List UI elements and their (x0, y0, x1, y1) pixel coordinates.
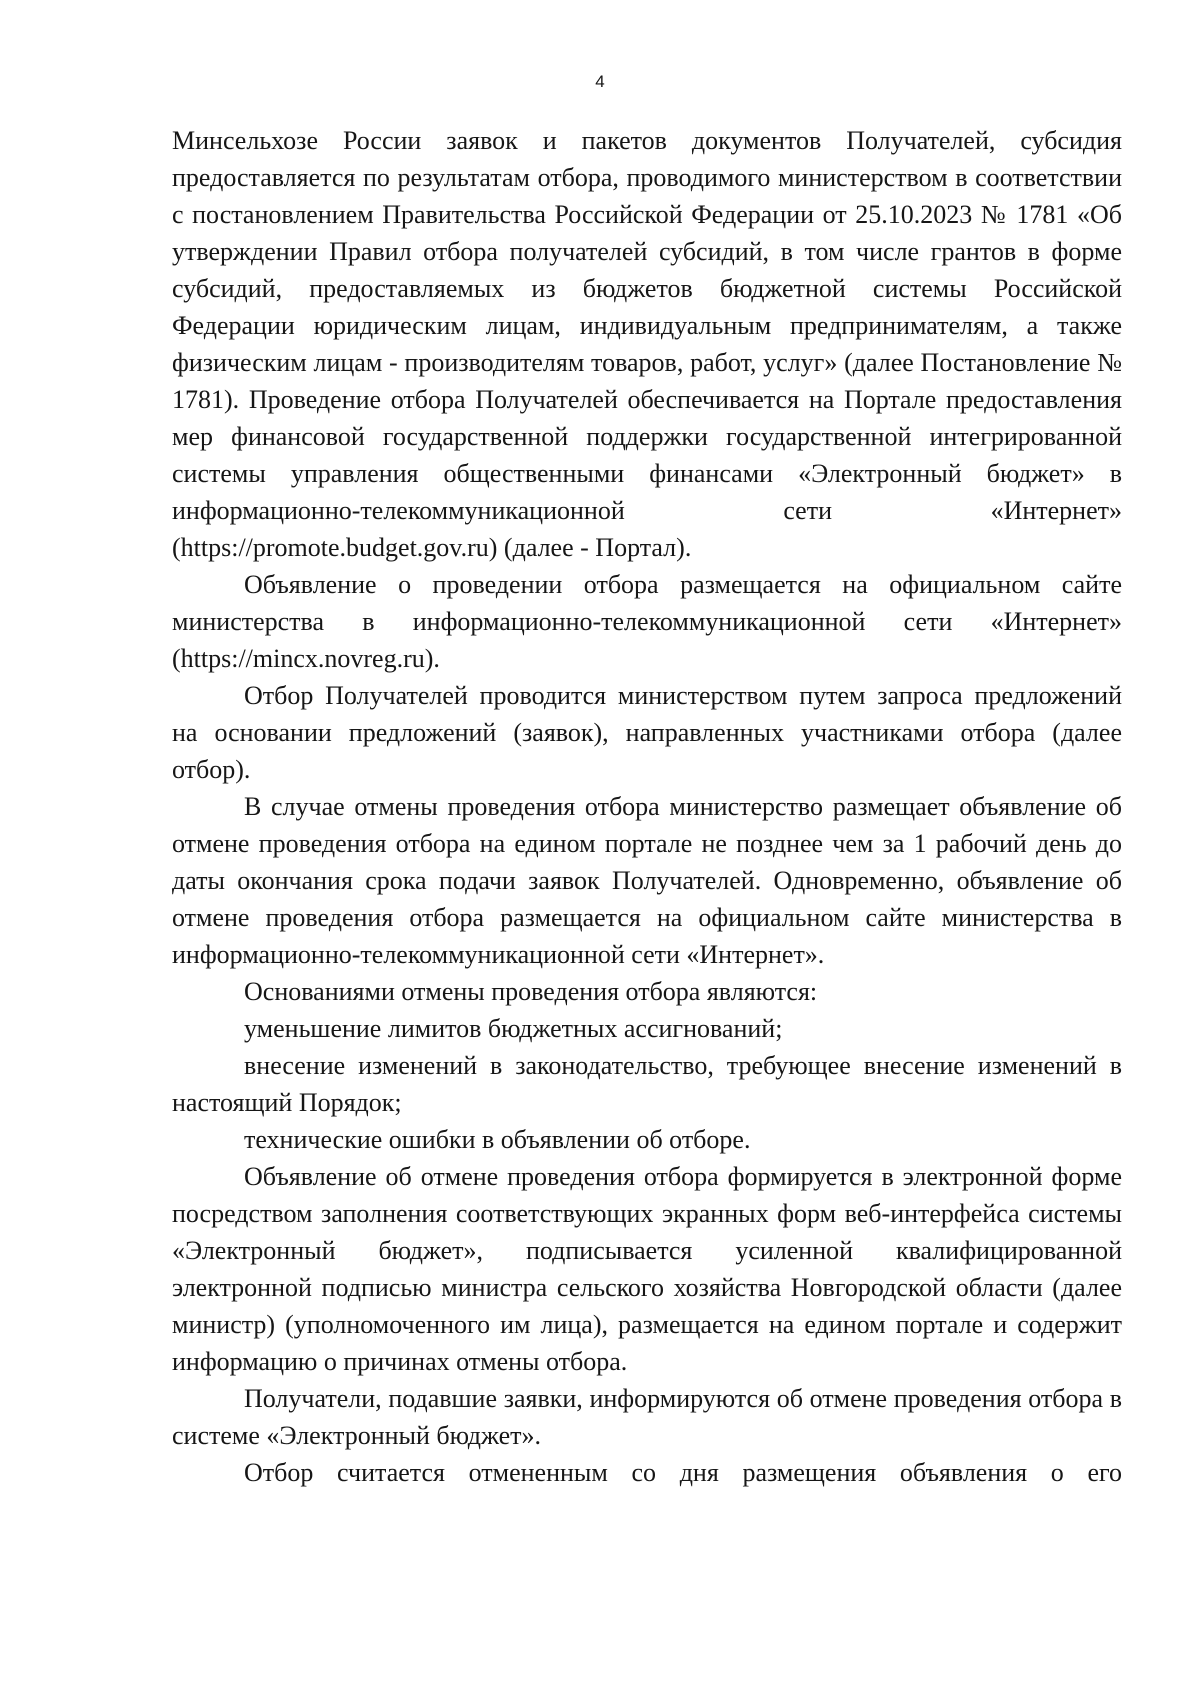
paragraph-announcement-site: Объявление о проведении отбора размещается на официальном сайте министерства в информационно-телекоммуникационной сети «Интернет» (https://mincx.novreg.ru). (172, 570, 1122, 673)
page-number: 4 (595, 72, 605, 91)
paragraph-subsidy-selection: Минсельхозе России заявок и пакетов документов Получателей, субсидия предоставляется по результатам отбора, проводимого министерством в соответствии с постановлением Правительства Российской Федерации от 25.10.2023 № 1781 «Об утверждении Правил отбора получателей субсидий, в том числе грантов в форме субсидий, предоставляемых из бюджетов бюджетной системы Российской Федерации юридическим лицам, индивидуальным предпринимателям, а также физическим лицам - производителям товаров, работ, услуг» (далее Постановление № 1781). Проведение отбора Получателей обеспечивается на Портале предоставления мер финансовой государственной поддержки государственной интегрированной системы управления общественными финансами «Электронный бюджет» в информационно-телекоммуникационной сети «Интернет» (https://promote.budget.gov.ru) (далее - Портал). (172, 126, 1122, 562)
paragraph-cancellation-grounds: Основаниями отмены проведения отбора являются: (244, 977, 818, 1006)
list-item-technical-errors: технические ошибки в объявлении об отборе. (244, 1125, 751, 1154)
paragraph-cancellation-effective: Отбор считается отмененным со дня размещения объявления о его (244, 1458, 1122, 1487)
paragraph-cancellation-form: Объявление об отмене проведения отбора формируется в электронной форме посредством заполнения соответствующих экранных форм веб-интерфейса системы «Электронный бюджет», подписывается усиленной квалифицированной электронной подписью министра сельского хозяйства Новгородской области (далее министр) (уполномоченного им лица), размещается на едином портале и содержит информацию о причинах отмены отбора. (172, 1162, 1122, 1376)
document-body (172, 122, 1122, 1491)
paragraph-selection-method: Отбор Получателей проводится министерством путем запроса предложений на основании предложений (заявок), направленных участниками отбора (далее отбор). (172, 681, 1122, 784)
list-item-legislation-changes: внесение изменений в законодательство, требующее внесение изменений в настоящий Порядок; (172, 1051, 1122, 1117)
paragraph-recipients-informed: Получатели, подавшие заявки, информируются об отмене проведения отбора в системе «Электронный бюджет». (172, 1384, 1122, 1450)
list-item-budget-limits: уменьшение лимитов бюджетных ассигнований; (244, 1014, 783, 1043)
paragraph-cancellation-notice: В случае отмены проведения отбора министерство размещает объявление об отмене проведения отбора на едином портале не позднее чем за 1 рабочий день до даты окончания срока подачи заявок Получателей. Одновременно, объявление об отмене проведения отбора размещается на официальном сайте министерства в информационно-телекоммуникационной сети «Интернет». (172, 792, 1122, 969)
